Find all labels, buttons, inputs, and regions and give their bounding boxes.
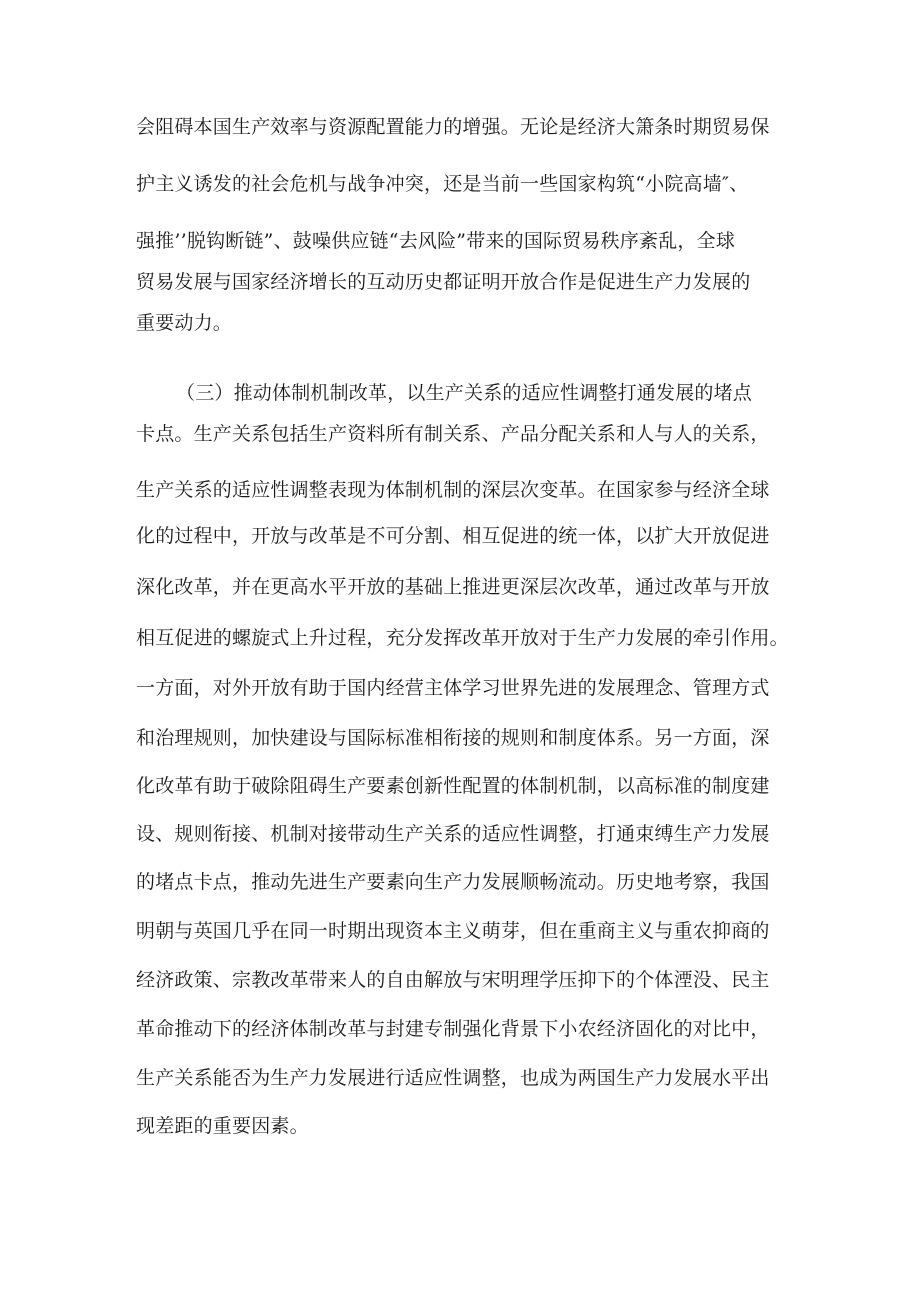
- paragraph-line: 的堵点卡点，推动先进生产要素向生产力发展顺畅流动。历史地考察，我国: [136, 871, 770, 893]
- paragraph-line: 会阻碍本国生产效率与资源配置能力的增强。无论是经济大箫条时期贸易保: [136, 116, 770, 138]
- paragraph-line: 重要动力。: [136, 312, 233, 334]
- paragraph-line: 设、规则衔接、机制对接带动生产关系的适应性调整，打通束缚生产力发展: [136, 823, 770, 845]
- paragraph-line: 和治理规则，加快建设与国际标准相衔接的规则和制度体系。另一方面，深: [136, 727, 770, 749]
- paragraph-line: 相互促进的螺旋式上升过程，充分发挥改革开放对于生产力发展的牵引作用。: [136, 627, 789, 649]
- paragraph-line: 生产关系能否为生产力发展进行适应性调整，也成为两国生产力发展水平出: [136, 1067, 770, 1089]
- paragraph-line: 化改革有助于破除阻碍生产要素创新性配置的体制机制，以高标准的制度建: [136, 775, 770, 797]
- paragraph-line: 一方面，对外开放有助于国内经营主体学习世界先进的发展理念、管理方式: [136, 677, 770, 699]
- paragraph-line: 经济政策、宗教改革带来人的自由解放与宋明理学压抑下的个体湮没、民主: [136, 969, 770, 991]
- paragraph-line: 护主义诱发的社会危机与战争冲突，还是当前一些国家构筑“小院高墙″、: [136, 173, 749, 195]
- paragraph-line: 明朝与英国几乎在同一时期出现资本主义萌芽，但在重商主义与重农抑商的: [136, 920, 770, 942]
- paragraph-line: 卡点。生产关系包括生产资料所有制关系、产品分配关系和人与人的关系，: [136, 423, 770, 445]
- paragraph-line: 强推’’脱钩断链”、鼓噪供应链“去风险”带来的国际贸易秩序紊乱，全球: [136, 230, 736, 252]
- paragraph-line: 贸易发展与国家经济增长的互动历史都证明开放合作是促进生产力发展的: [136, 271, 751, 293]
- paragraph-line: 化的过程中，开放与改革是不可分割、相互促进的统一体，以扩大开放促进: [136, 525, 770, 547]
- paragraph-line: 革命推动下的经济体制改革与封建专制强化背景下小农经济固化的对比中，: [136, 1018, 770, 1040]
- paragraph-line: 深化改革，并在更高水平开放的基础上推进更深层次改革，通过改革与开放: [136, 576, 770, 598]
- paragraph-line: （三）推动体制机制改革，以生产关系的适应性调整打通发展的堵点: [176, 382, 753, 404]
- paragraph-line: 现差距的重要因素。: [136, 1115, 309, 1137]
- paragraph-line: 生产关系的适应性调整表现为体制机制的深层次变革。在国家参与经济全球: [136, 479, 770, 501]
